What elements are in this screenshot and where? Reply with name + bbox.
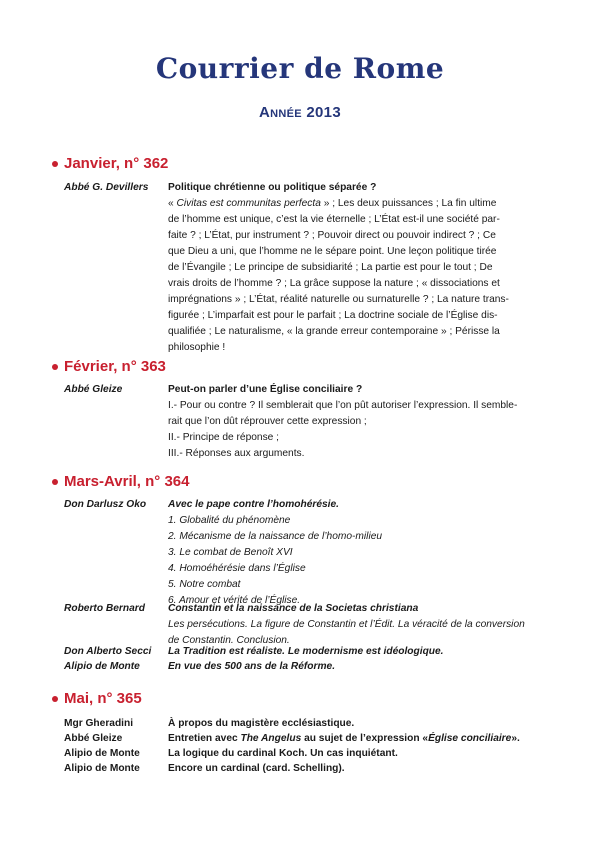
title-part: au sujet de l’expression « bbox=[301, 733, 429, 744]
article-title: Peut-on parler d’une Église conciliaire ? bbox=[168, 384, 363, 395]
article-title: Constantin et la naissance de la Societas christiana bbox=[168, 603, 419, 614]
bullet-icon bbox=[52, 161, 58, 167]
masthead: Courrier de Rome bbox=[155, 52, 445, 85]
article-body bbox=[168, 601, 550, 649]
article-author: Roberto Bernard bbox=[64, 603, 145, 614]
title-part: ». bbox=[511, 733, 520, 744]
summary-line: de Constantin. Conclusion. bbox=[168, 635, 290, 646]
article-author: Abbé Gleize bbox=[64, 733, 123, 744]
article-author: Don Alberto Secci bbox=[64, 646, 152, 657]
article-title: À propos du magistère ecclésiastique. bbox=[168, 718, 355, 729]
summary-line: 2. Mécanisme de la naissance de l’homo-milieu bbox=[168, 531, 383, 542]
title-part: The Angelus bbox=[240, 733, 302, 744]
summary-line: imprégnations » ; L’État, réalité naturelle ou surnaturelle ? ; La nature trans- bbox=[168, 294, 509, 305]
summary-line: I.- Pour ou contre ? Il semblerait que l’on pût autoriser l’expression. Il semble- bbox=[168, 400, 518, 411]
article-title: La Tradition est réaliste. Le modernisme est idéologique. bbox=[168, 646, 444, 657]
article-body bbox=[168, 761, 550, 777]
article-body bbox=[168, 716, 550, 732]
issue-heading-label: Mai, n° 365 bbox=[64, 690, 142, 707]
article-author: Alipio de Monte bbox=[64, 763, 140, 774]
article-body bbox=[168, 731, 550, 747]
article-body bbox=[168, 497, 550, 609]
issue-heading-mars-avril bbox=[52, 473, 190, 490]
summary-line: III.- Réponses aux arguments. bbox=[168, 448, 305, 459]
article-author: Mgr Gheradini bbox=[64, 718, 134, 729]
article-author: Abbé Gleize bbox=[64, 384, 123, 395]
summary-line: philosophie ! bbox=[168, 342, 226, 353]
summary-line: de l’Évangile ; Le principe de subsidiarité ; La partie est pour le tout ; De bbox=[168, 262, 493, 273]
article-title: Politique chrétienne ou politique séparée ? bbox=[168, 182, 377, 193]
article-title: Encore un cardinal (card. Schelling). bbox=[168, 763, 345, 774]
article-author: Alipio de Monte bbox=[64, 748, 140, 759]
summary-line: II.- Principe de réponse ; bbox=[168, 432, 279, 443]
summary-line: Les persécutions. La figure de Constantin et l’Édit. La véracité de la conversion bbox=[168, 619, 525, 630]
summary-line: 4. Homoéhérésie dans l’Église bbox=[168, 563, 306, 574]
bullet-icon bbox=[52, 364, 58, 370]
issue-heading-label: Mars-Avril, n° 364 bbox=[64, 473, 190, 490]
article-body bbox=[168, 644, 550, 660]
summary-line: « Civitas est communitas perfecta » ; Les deux puissances ; La fin ultime bbox=[168, 198, 497, 209]
title-part: Église conciliaire bbox=[428, 733, 512, 744]
issue-heading-label: Janvier, n° 362 bbox=[64, 155, 169, 172]
article-title: Avec le pape contre l’homohérésie. bbox=[168, 499, 339, 510]
article-title bbox=[168, 731, 550, 747]
bullet-icon bbox=[52, 696, 58, 702]
summary-line: que Dieu a uni, que l’homme ne le sépare point. Une leçon politique tirée bbox=[168, 246, 497, 257]
article-author: Don Darlusz Oko bbox=[64, 499, 147, 510]
issue-heading-fevrier bbox=[52, 358, 166, 375]
article-body bbox=[168, 746, 550, 762]
article-title: En vue des 500 ans de la Réforme. bbox=[168, 661, 336, 672]
summary-line: vrais droits de l’homme ? ; La grâce suppose la nature ; « dissociations et bbox=[168, 278, 500, 289]
latin-quote: Civitas est communitas perfecta bbox=[176, 198, 321, 209]
issue-heading-janvier bbox=[52, 155, 168, 172]
article-body bbox=[168, 382, 550, 462]
article-author: Abbé G. Devillers bbox=[64, 182, 149, 193]
summary-line: qualifiée ; Le naturalisme, « la grande erreur contemporaine » ; Périsse la bbox=[168, 326, 500, 337]
title-part: Entretien avec bbox=[168, 733, 241, 744]
bullet-icon bbox=[52, 479, 58, 485]
issue-heading-label: Février, n° 363 bbox=[64, 358, 166, 375]
summary-line: faite ? ; L’État, pur instrument ? ; Pouvoir direct ou pouvoir indirect ? ; Ce bbox=[168, 230, 496, 241]
article-title: La logique du cardinal Koch. Un cas inquiétant. bbox=[168, 748, 398, 759]
issue-heading-mai bbox=[52, 690, 142, 707]
article-author: Alipio de Monte bbox=[64, 661, 140, 672]
article-body bbox=[168, 659, 550, 675]
summary-line: de l’homme est unique, c’est la vie éternelle ; L’État est-il une société par- bbox=[168, 214, 500, 225]
summary-line: 1. Globalité du phénomène bbox=[168, 515, 291, 526]
summary-line: 6. Amour et vérité de l’Église. bbox=[168, 595, 301, 606]
summary-line: figurée ; L’imparfait est pour le parfait ; La doctrine sociale de l’Église dis- bbox=[168, 310, 498, 321]
article-body bbox=[168, 180, 550, 356]
summary-line: 5. Notre combat bbox=[168, 579, 241, 590]
summary-line: 3. Le combat de Benoît XVI bbox=[168, 547, 293, 558]
year-heading: Année 2013 bbox=[259, 104, 341, 121]
summary-line: rait que l’on dût réprouver cette expression ; bbox=[168, 416, 367, 427]
